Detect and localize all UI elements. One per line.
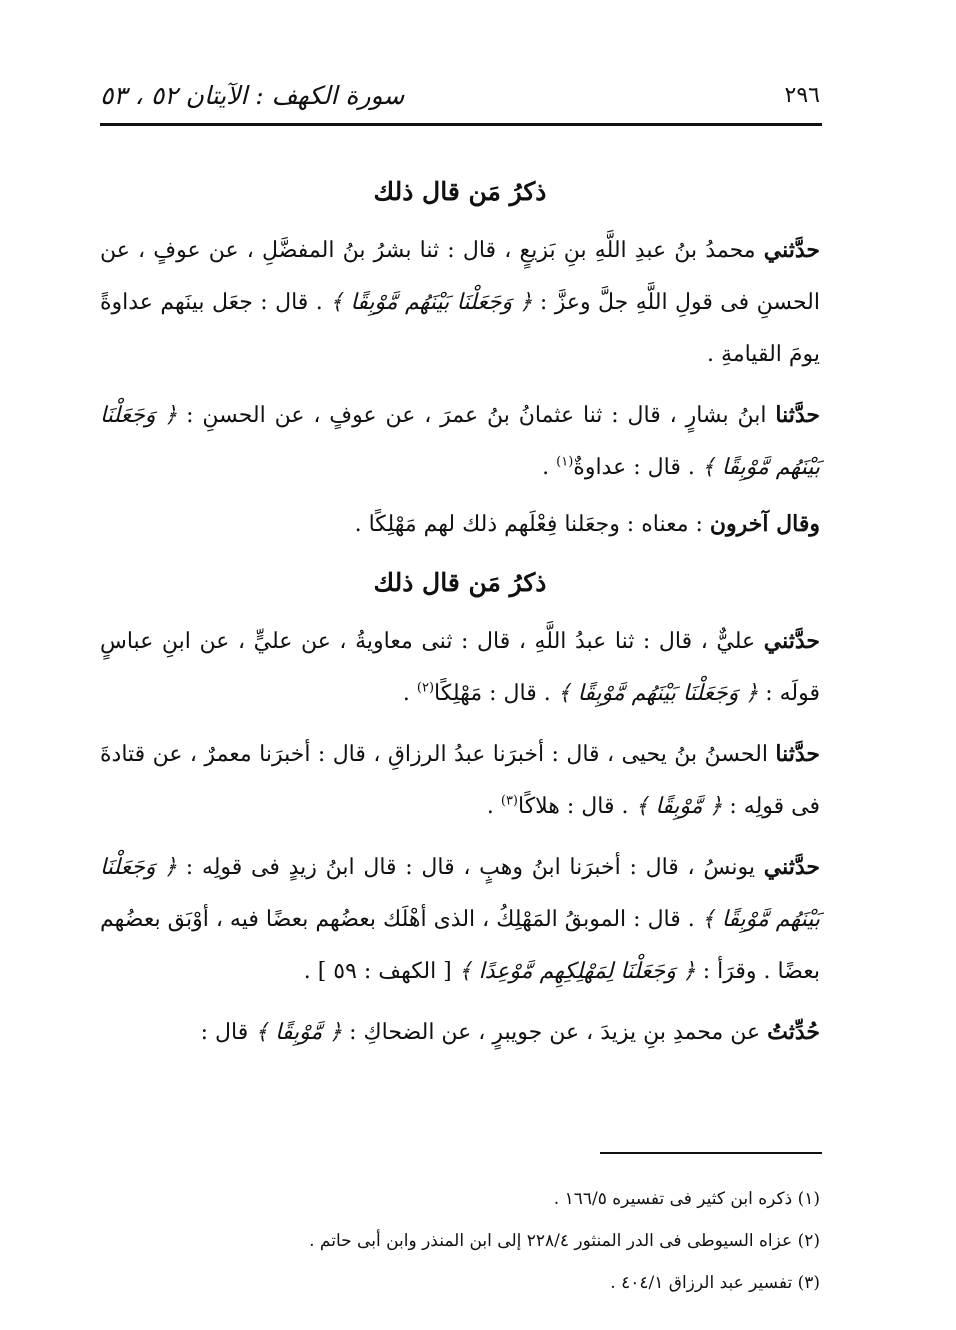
footnote: (١) ذكره ابن كثير فى تفسيره ١٦٦/٥ .	[553, 1189, 820, 1209]
paragraph-lead: حدَّثنا	[775, 402, 820, 428]
running-title: سورة الكهف : الآيتان ٥٢ ، ٥٣	[100, 80, 405, 110]
header-rule	[100, 123, 822, 126]
paragraph-text: عليٌّ ، قال : ثنا عبدُ اللَّهِ ، قال : ثنى معاويةُ ، عن عليٍّ ، عن ابنِ عباسٍ قولَه :	[100, 629, 820, 706]
paragraph-text: ابنُ بشارٍ ، قال : ثنا عثمانُ بنُ عمرَ ، عن عوفٍ ، عن الحسنِ :	[177, 403, 776, 428]
quran-quote: ﴿ مَّوْبِقًا ﴾	[255, 1020, 343, 1045]
footnote-ref[interactable]: (١)	[556, 454, 574, 470]
section-heading: ذكرُ مَن قال ذلك	[373, 177, 547, 206]
quran-quote: ﴿ وَجَعَلْنَا بَيْنَهُم مَّوْبِقًا ﴾	[100, 855, 820, 932]
main-text	[100, 168, 820, 1059]
footnote-rule	[600, 1152, 822, 1154]
paragraph-lead: حدَّثني	[763, 237, 820, 263]
page-number: ٢٩٦	[784, 82, 820, 108]
paragraph	[100, 841, 820, 998]
paragraph	[100, 615, 820, 720]
paragraph-lead: حُدِّثتُ	[767, 1019, 820, 1045]
quran-quote: ﴿ وَجَعَلْنَا بَيْنَهُم مَّوْبِقًا ﴾	[557, 681, 759, 706]
paragraph-text: يونسُ ، قال : أخبرَنا ابنُ وهبٍ ، قال : قال ابنُ زيدٍ فى قولِه :	[177, 855, 764, 880]
paragraph-text: الحسنُ بنُ يحيى ، قال : أخبرَنا عبدُ الرزاقِ ، قال : أخبرَنا معمرٌ ، عن قتادةَ فى قولِه :	[100, 742, 820, 819]
quran-quote: ﴿ وَجَعَلْنَا بَيْنَهُم مَّوْبِقًا ﴾	[330, 290, 533, 315]
paragraph-lead: حدَّثني	[763, 854, 820, 880]
quran-quote: ﴿ مَّوْبِقًا ﴾	[635, 794, 723, 819]
section-heading: ذكرُ مَن قال ذلك	[373, 568, 547, 597]
paragraph-text: [ الكهف : ٥٩ ] .	[303, 959, 459, 984]
footnotes	[100, 1178, 820, 1304]
paragraph-lead: وقال آخرون	[709, 511, 820, 537]
paragraph-text: .	[402, 681, 417, 706]
footnote-ref[interactable]: (٣)	[500, 793, 518, 809]
paragraph-text: .	[542, 455, 557, 480]
paragraph	[100, 224, 820, 381]
paragraph-text: قال :	[200, 1020, 256, 1045]
paragraph-lead: حدَّثني	[763, 628, 820, 654]
paragraph-text: . قال : هلاكًا	[518, 794, 636, 819]
quran-quote: ﴿ وَجَعَلْنَا بَيْنَهُم مَّوْبِقًا ﴾	[100, 403, 820, 480]
paragraph-text: . قال : عداوةٌ	[573, 455, 702, 480]
paragraph-text: محمدُ بنُ عبدِ اللَّهِ بنِ بَزيعٍ ، قال : ثنا بشرُ بنُ المفضَّلِ ، عن عوفٍ ، عن الحسنِ فى قولِ اللَّهِ جلَّ وعزَّ :	[100, 238, 820, 315]
paragraph-text: عن محمدِ بنِ يزيدَ ، عن جويبرٍ ، عن الضحاكِ :	[342, 1020, 768, 1045]
paragraph-lead: حدَّثنا	[775, 741, 820, 767]
paragraph	[100, 389, 820, 494]
paragraph-text: : معناه : وجعَلنا فِعْلَهم ذلك لهم مَهْلِكًا .	[354, 512, 710, 537]
quran-quote: ﴿ وَجَعَلْنَا لِمَهْلِكِهِم مَّوْعِدًا ﴾	[458, 959, 696, 984]
footnote: (٣) تفسير عبد الرزاق ٤٠٤/١ .	[610, 1273, 820, 1293]
paragraph	[100, 498, 820, 551]
paragraph	[100, 728, 820, 833]
paragraph	[100, 1006, 820, 1059]
paragraph-text: . قال : جعَل بينَهم عداوةً يومَ القيامةِ .	[100, 290, 820, 367]
paragraph-text: . قال : الموبقُ المَهْلِكُ ، الذى أهْلَك بعضُهم بعضًا فيه ، أوْبَق بعضُهم بعضًا . وقرَأ :	[100, 907, 820, 984]
footnote-ref[interactable]: (٢)	[416, 680, 435, 696]
footnote: (٢) عزاه السيوطى فى الدر المنثور ٢٢٨/٤ إلى ابن المنذر وابن أبى حاتم .	[309, 1231, 820, 1251]
page-header	[100, 72, 820, 118]
paragraph-text: .	[486, 794, 501, 819]
paragraph-text: . قال : مَهْلِكًا	[434, 681, 558, 706]
